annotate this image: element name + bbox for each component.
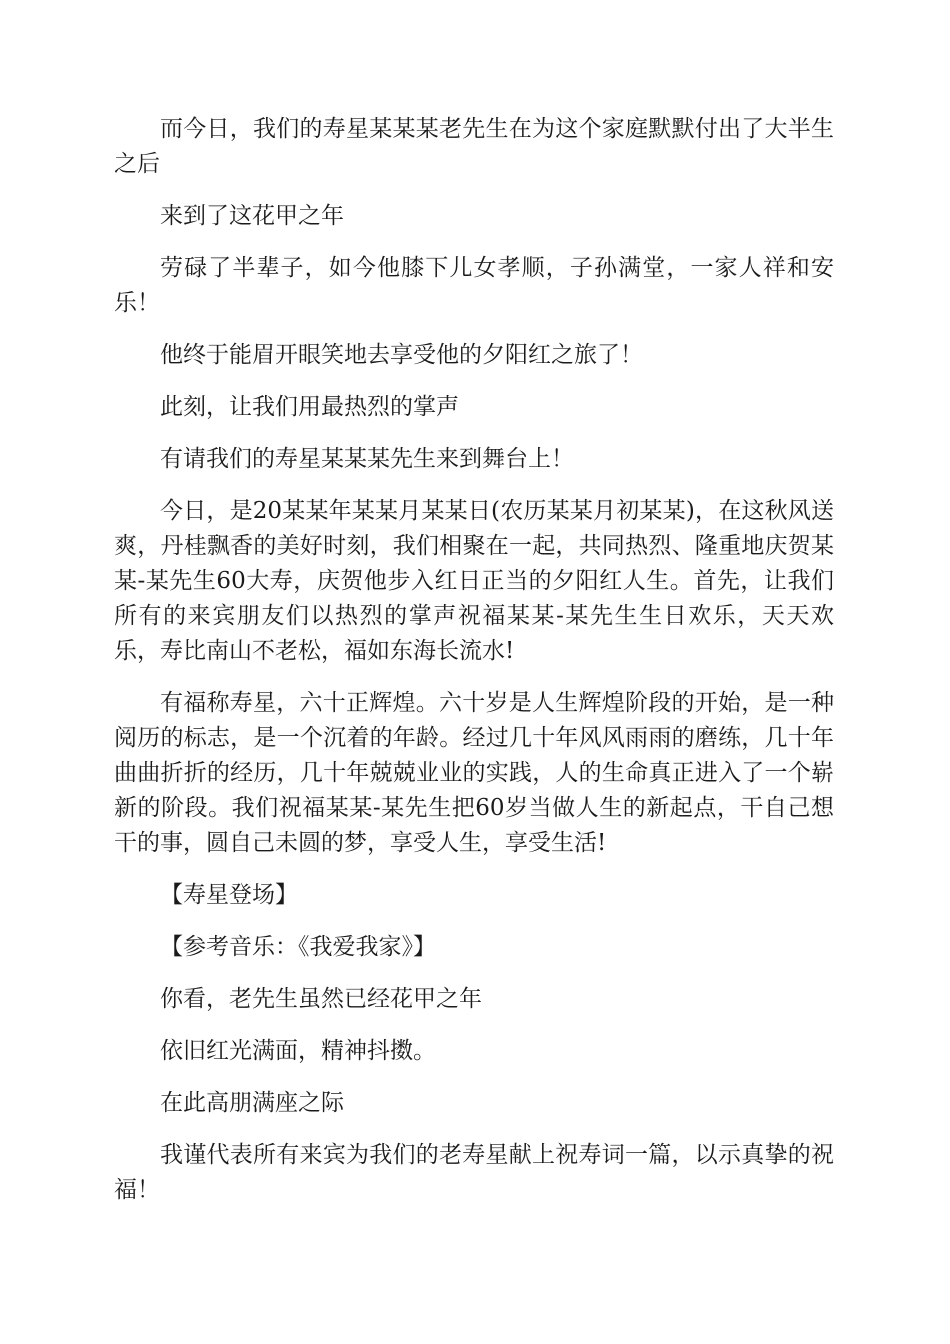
paragraph: 有福称寿星，六十正辉煌。六十岁是人生辉煌阶段的开始，是一种阅历的标志，是一个沉着的年龄。经过几十年风风雨雨的磨练，几十年曲曲折折的经历，几十年兢兢业业的实践，人的生命真正进入了一个崭新的阶段。我们祝福某某-某先生把60岁当做人生的新起点，干自己想干的事，圆自己未圆的梦，享受人生，享受生活! <box>114 690 834 856</box>
document-body <box>114 112 834 1225</box>
paragraph: 而今日，我们的寿星某某某老先生在为这个家庭默默付出了大半生之后 <box>114 116 834 177</box>
paragraph: 劳碌了半辈子，如今他膝下儿女孝顺，子孙满堂，一家人祥和安乐！ <box>114 255 834 316</box>
paragraph: 他终于能眉开眼笑地去享受他的夕阳红之旅了！ <box>160 342 643 368</box>
paragraph: 依旧红光满面，精神抖擞。 <box>160 1038 436 1064</box>
paragraph: 在此高朋满座之际 <box>160 1090 344 1116</box>
paragraph: 此刻，让我们用最热烈的掌声 <box>160 394 459 420</box>
paragraph: 有请我们的寿星某某某先生来到舞台上！ <box>160 446 574 472</box>
paragraph: 【寿星登场】 <box>160 882 298 908</box>
paragraph: 我谨代表所有来宾为我们的老寿星献上祝寿词一篇，以示真挚的祝福！ <box>114 1142 834 1203</box>
paragraph: 【参考音乐：《我爱我家》】 <box>160 934 436 960</box>
paragraph: 来到了这花甲之年 <box>160 203 344 229</box>
paragraph: 你看，老先生虽然已经花甲之年 <box>160 986 482 1012</box>
paragraph: 今日，是20某某年某某月某某日(农历某某月初某某)，在这秋风送爽，丹桂飘香的美好时刻，我们相聚在一起，共同热烈、隆重地庆贺某某-某先生60大寿，庆贺他步入红日正当的夕阳红人生。首先，让我们所有的来宾朋友们以热烈的掌声祝福某某-某先生生日欢乐，天天欢乐，寿比南山不老松，福如东海长流水! <box>114 498 834 664</box>
